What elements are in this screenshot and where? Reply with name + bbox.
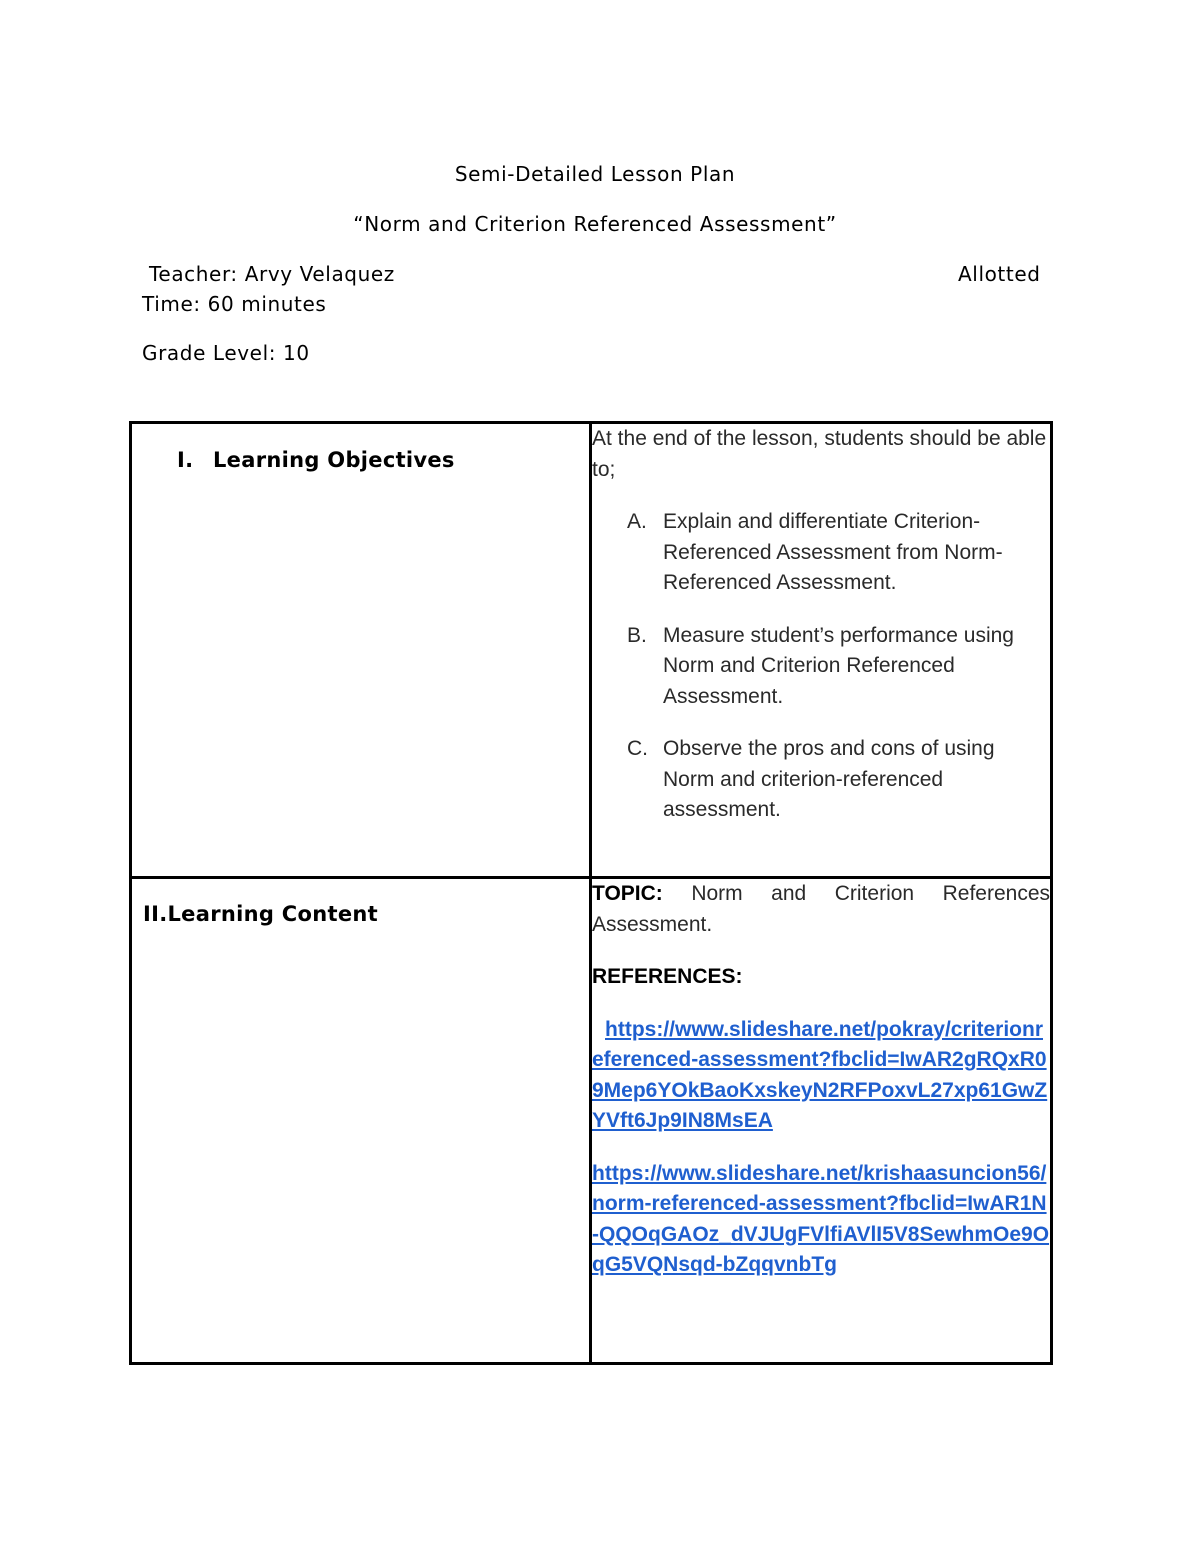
- content-heading-cell: [131, 878, 591, 1364]
- teacher-name: Teacher: Arvy Velaquez: [149, 262, 395, 286]
- references-label: REFERENCES:: [592, 965, 743, 988]
- objectives-list: [592, 507, 1050, 826]
- list-marker: B.: [627, 623, 647, 647]
- list-marker: A.: [627, 510, 647, 533]
- table-row: [131, 878, 1052, 1364]
- content-detail-cell: [591, 878, 1052, 1364]
- list-item: [592, 507, 1050, 599]
- lesson-title: “Norm and Criterion Referenced Assessment”: [353, 212, 837, 236]
- list-marker: C.: [627, 737, 648, 760]
- objective-text: Explain and differentiate Criterion-Referenced Assessment from Norm-Referenced Assessment.: [663, 510, 1003, 594]
- grade-level: Grade Level: 10: [142, 341, 310, 365]
- topic-label: TOPIC:: [592, 882, 663, 905]
- allotted-time: Time: 60 minutes: [142, 292, 327, 316]
- lesson-plan-table: [129, 421, 1053, 1365]
- objectives-heading-cell: [131, 423, 591, 878]
- document-title: Semi-Detailed Lesson Plan: [454, 162, 736, 186]
- topic-text: Norm and Criterion References Assessment.: [592, 882, 1050, 936]
- table-row: [131, 423, 1052, 878]
- section-number: I.: [177, 448, 194, 472]
- objective-text: Measure student’s performance using Norm and Criterion Referenced Assessment.: [663, 623, 1014, 708]
- list-item: [592, 734, 1050, 826]
- allotted-label: Allotted: [958, 262, 1041, 286]
- reference-link[interactable]: https://www.slideshare.net/pokray/criterionreferenced-assessment?fbclid=IwAR2gRQxR09Mep6YOkBaoKxskeyN2RFPoxvL27xp61GwZYVft6Jp9IN8MsEA: [592, 1017, 1048, 1132]
- section-title: Learning Objectives: [213, 448, 455, 472]
- objectives-heading: [132, 424, 589, 472]
- topic-paragraph: [592, 879, 1050, 940]
- reference-link[interactable]: https://www.slideshare.net/krishaasuncion56/norm-referenced-assessment?fbclid=IwAR1N-QQOqGAOz_dVJUgFVlfiAVlI5V8SewhmOe9OqG5VQNsqd-bZqqvnbTg: [592, 1161, 1050, 1276]
- objective-text: Observe the pros and cons of using Norm and criterion-referenced assessment.: [663, 737, 995, 821]
- objectives-content-cell: [591, 423, 1052, 878]
- content-heading: II.Learning Content: [143, 902, 378, 926]
- objectives-intro: At the end of the lesson, students should be able to;: [592, 427, 1047, 481]
- list-item: [592, 621, 1050, 713]
